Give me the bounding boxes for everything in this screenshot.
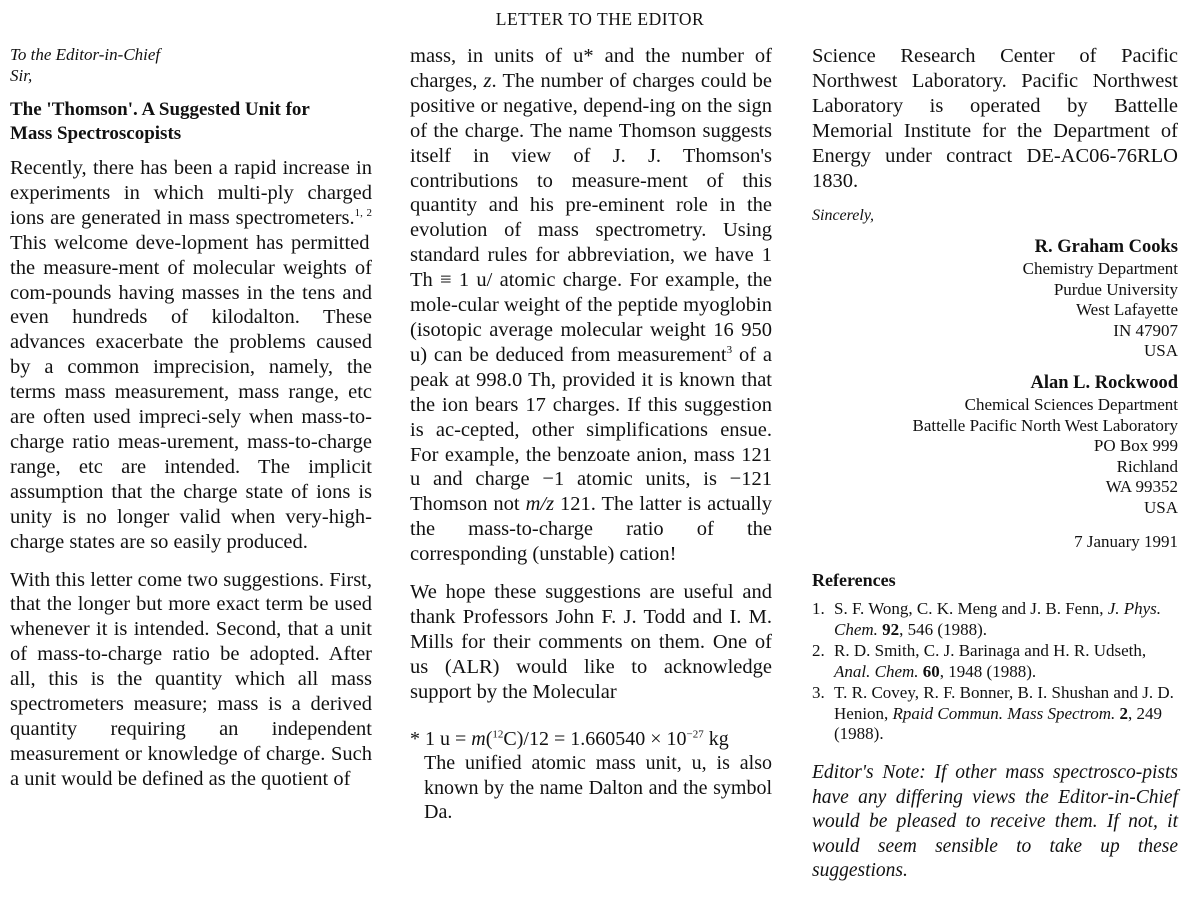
reference-pages: , 249 (1988). xyxy=(834,703,1163,744)
footnote-formula xyxy=(410,727,772,752)
reference-authors: S. F. Wong, C. K. Meng and J. B. Fenn, xyxy=(834,598,1108,618)
salutation-greeting: Sir, xyxy=(10,66,33,85)
reference-pages: , 1948 (1988). xyxy=(939,661,1037,681)
closing: Sincerely, xyxy=(812,207,875,225)
paragraph-3-text-c: of a peak at 998.0 Th, provided it is known that the ion bears 17 charges. If this suggestion is ac-cepted, other simplifications ensue. For example, the benzoate anion, mass 121 u and charge −1 atomic units, is −121 Thomson not xyxy=(410,343,772,516)
reference-authors: R. D. Smith, C. J. Barinaga and H. R. Udseth, xyxy=(834,641,1147,661)
paragraph-3 xyxy=(410,44,772,567)
paragraph-4: We hope these suggestions are useful and thank Professors John F. J. Todd and I. M. Mills for their comments on them. One of us (ALR) would like to acknowledge support by the Molecular xyxy=(410,581,772,703)
reference-journal: Anal. Chem. xyxy=(834,661,919,681)
footnote-formula-m: m xyxy=(471,727,486,750)
letter-date: 7 January 1991 xyxy=(1074,531,1178,551)
signature-name: Alan L. Rockwood xyxy=(1030,373,1178,394)
footnote-isotope-sup: 12 xyxy=(492,727,504,740)
signature-line: West Lafayette xyxy=(1076,300,1178,320)
signature-line: USA xyxy=(1143,497,1178,517)
signature-line: USA xyxy=(1143,341,1178,361)
footnote-formula-b: ( xyxy=(485,727,493,750)
signature-line: Purdue University xyxy=(1053,279,1178,299)
reference-journal: J. Phys. Chem. xyxy=(834,598,1162,639)
article-title-line-1: The 'Thomson'. A Suggested Unit for xyxy=(10,99,310,120)
editors-note: Editor's Note: If other mass spectrosco-pists have any differing views the Editor-in-Chief would be pleased to receive them. If not, it would seem sensible to take up these suggestions. xyxy=(812,762,1178,882)
column-1 xyxy=(10,44,372,792)
column-3 xyxy=(812,44,1178,904)
symbol-m-over-z: m/z xyxy=(525,493,555,516)
footnote-text: The unified atomic mass unit, u, is also known by the name Dalton and the symbol Da. xyxy=(424,752,772,824)
paragraph-5: Science Research Center of Pacific Northwest Laboratory. Pacific Northwest Laboratory is operated by Battelle Memorial Institute for the Department of Energy under contract DE-AC06-76RLO 1830. xyxy=(812,45,1178,192)
signature-line: Richland xyxy=(1116,456,1178,476)
signature-line: Chemistry Department xyxy=(1022,259,1178,279)
reference-volume: 92 xyxy=(882,619,900,639)
reference-number: 1. xyxy=(812,598,825,618)
paragraph-1-text-a: Recently, there has been a rapid increase in experiments in which multi-ply charged ions are generated in mass spectrometers. xyxy=(10,157,372,229)
signature-line: Battelle Pacific North West Laboratory xyxy=(912,415,1178,435)
citation-1-2: 1, 2 xyxy=(354,206,373,219)
reference-item xyxy=(812,599,1178,640)
symbol-z: z xyxy=(483,69,492,92)
footnote xyxy=(410,727,772,825)
reference-volume: 60 xyxy=(922,661,940,681)
citation-3: 3 xyxy=(726,344,733,357)
signature-rockwood xyxy=(812,371,1178,517)
reference-number: 3. xyxy=(812,683,825,703)
reference-authors: T. R. Covey, R. F. Bonner, B. I. Shushan and J. D. Henion, xyxy=(834,683,1174,723)
reference-pages: , 546 (1988). xyxy=(899,619,987,639)
signature-line: PO Box 999 xyxy=(1093,436,1178,456)
reference-item xyxy=(812,683,1178,745)
article-title xyxy=(10,98,372,146)
paragraph-2: With this letter come two suggestions. First, that the longer but more exact term be used whenever it is intended. Second, that a unit of mass-to-charge ratio be adopted. After all, this is the quantity which all mass spectrometers measure; mass is a derived quantity requiring an independent measurement or knowledge of charge. Such a unit would be defined as the quotient of xyxy=(10,568,372,790)
signature-line: Chemical Sciences Department xyxy=(964,395,1178,415)
paragraph-1-text-b: This welcome deve-lopment has permitted the measure-ment of molecular weights of com-pounds having masses in the tens and even hundreds of kilodalton. These advances exacerbate the problems caused by a common imprecision, namely, the terms mass measurement, mass range, etc are often used impreci-sely when mass-to-charge ratio meas-urement, mass-to-charge range, etc are intended. The implicit assumption that the charge state of ions is unity is no longer valid when very-high-charge states are so easily produced. xyxy=(10,231,372,553)
signature-name: R. Graham Cooks xyxy=(1034,237,1178,258)
reference-item xyxy=(812,641,1178,682)
running-header: LETTER TO THE EDITOR xyxy=(495,9,705,29)
footnote-formula-c: C)/12 = 1.660540 × 10 xyxy=(503,727,687,750)
signature-cooks xyxy=(812,235,1178,361)
reference-volume: 2 xyxy=(1119,703,1129,723)
salutation-recipient: To the Editor-in-Chief xyxy=(10,45,161,64)
paragraph-1 xyxy=(10,156,372,555)
column-2 xyxy=(410,44,772,825)
paragraph-3-text-a: mass, in units of u* and the number of charges, xyxy=(410,45,772,92)
references-list xyxy=(812,599,1178,745)
reference-number: 2. xyxy=(812,641,825,661)
references-heading: References xyxy=(812,569,896,590)
article-title-line-2: Mass Spectroscopists xyxy=(10,123,182,144)
paragraph-3-text-d: 121. The latter is actually the mass-to-charge ratio of the corresponding (unstable) cation! xyxy=(410,493,772,566)
signature-line: IN 47907 xyxy=(1113,320,1178,340)
paragraph-3-text-b: . The number of charges could be positive or negative, depend-ing on the sign of the charge. The name Thomson suggests itself in view of J. J. Thomson's contributions to measure-ment of this quantity and his pre-eminent role in the evolution of mass spectrometry. Using standard rules for abbreviation, we have 1 Th ≡ 1 u/ atomic charge. For example, the mole-cular weight of the peptide myoglobin (isotopic average molecular weight 16 950 u) can be deduced from measurement xyxy=(410,69,772,366)
footnote-exponent-sup: −27 xyxy=(686,727,704,740)
footnote-formula-a: * 1 u = xyxy=(410,727,472,750)
reference-journal: Rpaid Commun. Mass Spectrom. xyxy=(892,703,1116,723)
footnote-formula-d: kg xyxy=(703,727,729,750)
signature-line: WA 99352 xyxy=(1105,477,1178,497)
